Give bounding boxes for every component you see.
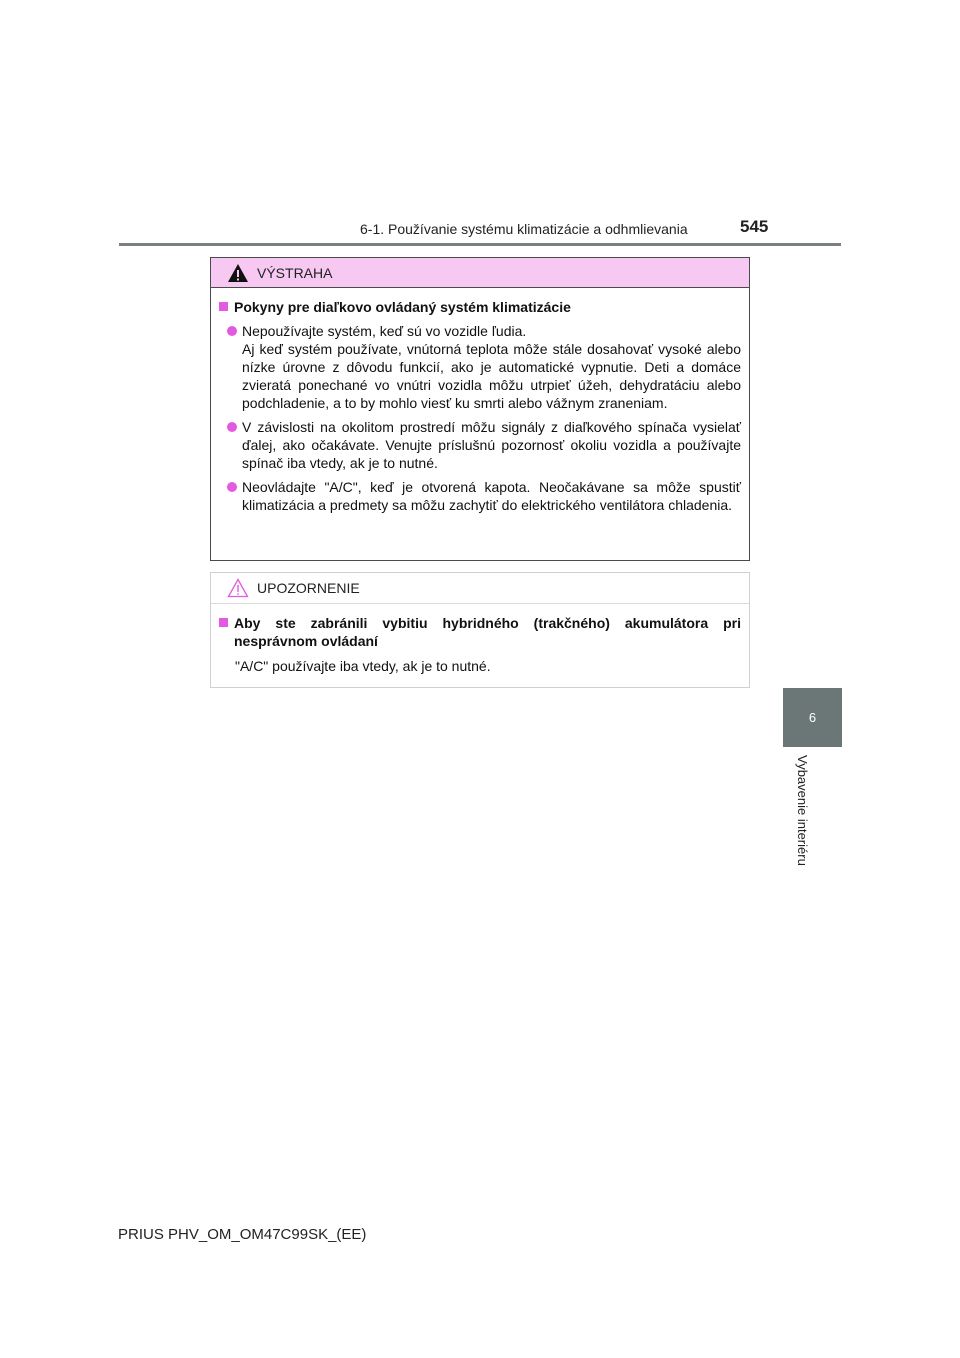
list-item-text: [242, 478, 741, 514]
list-item: [219, 478, 741, 514]
caution-triangle-outline-icon: [227, 578, 249, 598]
square-bullet-icon: [219, 618, 228, 627]
chapter-number: 6: [808, 710, 817, 725]
warning-heading: VÝSTRAHA: [257, 264, 333, 281]
list-item: [219, 418, 741, 472]
warning-triangle-icon: [227, 263, 249, 283]
circle-bullet-icon: [227, 326, 237, 336]
chapter-label: Vybavenie interiéru: [795, 755, 810, 866]
square-bullet-icon: [219, 302, 228, 311]
notice-body: [211, 604, 749, 675]
list-item: [219, 322, 741, 412]
list-item-line: Nepoužívajte systém, keď sú vo vozidle ľudia.: [242, 323, 527, 339]
warning-section-title: [219, 298, 741, 316]
notice-section-title: [219, 614, 741, 650]
notice-text: "A/C" používajte iba vtedy, ak je to nutné.: [235, 658, 491, 674]
list-item-text: [242, 322, 741, 412]
page-header-title: 6-1. Používanie systému klimatizácie a odhmlievania: [360, 221, 688, 237]
footer-document-id: PRIUS PHV_OM_OM47C99SK_(EE): [118, 1226, 367, 1243]
notice-section-title-text: Aby ste zabránili vybitiu hybridného (trakčného) akumulátora pri nesprávnom ovládaní: [234, 615, 741, 649]
list-item-line: V závislosti na okolitom prostredí môžu signály z diaľkového spínača vysielať ďalej, ako očakávate. Venujte príslušnú pozornosť okoliu vozidla a používajte spínač iba vtedy, ak je to nutné.: [242, 419, 741, 471]
warning-header: [211, 258, 749, 288]
list-item-line: Aj keď systém používate, vnútorná teplota môže stále dosahovať vysoké alebo nízke úrovne z dôvodu funkcií, ako je automatické vypnutie. Deti a domáce zvieratá ponechané vo vnútri vozidla môžu utrpieť úžeh, dehydratáciu alebo podchladenie, a to by mohlo viesť ku smrti alebo vážnym zraneniam.: [242, 341, 741, 411]
warning-section-title-text: Pokyny pre diaľkovo ovládaný systém klimatizácie: [234, 299, 571, 315]
list-item-line: Neovládajte "A/C", keď je otvorená kapota. Neočakávane sa môže spustiť klimatizácia a predmety sa môžu zachytiť do elektrického ventilátora chladenia.: [242, 479, 741, 513]
warning-box: [210, 257, 750, 561]
header-divider: [119, 243, 841, 246]
notice-box: [210, 572, 750, 688]
circle-bullet-icon: [227, 482, 237, 492]
notice-heading: UPOZORNENIE: [257, 580, 360, 596]
notice-header: [211, 573, 749, 604]
warning-body: [211, 288, 749, 514]
chapter-tab: [783, 688, 842, 747]
page-number: 545: [740, 217, 769, 236]
circle-bullet-icon: [227, 422, 237, 432]
list-item-text: [242, 418, 741, 472]
